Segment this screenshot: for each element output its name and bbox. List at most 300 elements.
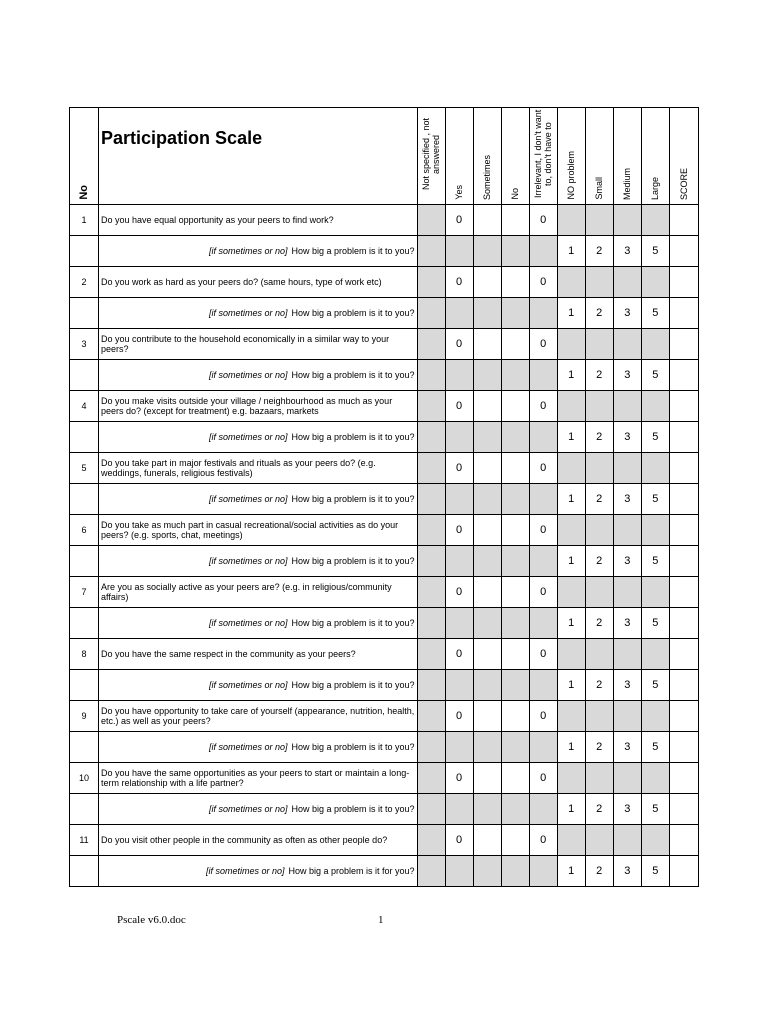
question-text: Do you take part in major festivals and rituals as your peers do? (e.g. weddings, funerals, religious festivals) bbox=[99, 453, 418, 484]
problem-value[interactable]: 1 bbox=[557, 360, 585, 391]
score-cell[interactable] bbox=[669, 732, 698, 763]
answer-cell-yes[interactable]: 0 bbox=[445, 267, 473, 298]
answer-cell-shaded[interactable] bbox=[529, 484, 557, 515]
score-cell[interactable] bbox=[669, 205, 698, 236]
question-row bbox=[70, 701, 699, 732]
problem-value[interactable]: 3 bbox=[613, 484, 641, 515]
followup-text bbox=[99, 546, 418, 577]
answer-cell-shaded[interactable] bbox=[445, 608, 473, 639]
problem-value[interactable]: 5 bbox=[641, 794, 669, 825]
followup-text bbox=[99, 608, 418, 639]
problem-cell-shaded[interactable] bbox=[585, 763, 613, 794]
followup-number-cell bbox=[70, 794, 99, 825]
score-cell[interactable] bbox=[669, 298, 698, 329]
problem-cell-shaded[interactable] bbox=[557, 701, 585, 732]
followup-question: How big a problem is it to you? bbox=[291, 804, 415, 814]
problem-cell-shaded[interactable] bbox=[613, 825, 641, 856]
answer-cell-yes[interactable]: 0 bbox=[445, 701, 473, 732]
answer-cell-shaded[interactable] bbox=[501, 856, 529, 887]
score-cell[interactable] bbox=[669, 546, 698, 577]
answer-cell-shaded[interactable] bbox=[501, 484, 529, 515]
answer-cell-irrelevant[interactable]: 0 bbox=[529, 825, 557, 856]
answer-cell-yes[interactable]: 0 bbox=[445, 763, 473, 794]
problem-cell-shaded[interactable] bbox=[585, 329, 613, 360]
answer-cell-shaded[interactable] bbox=[529, 608, 557, 639]
problem-cell-shaded[interactable] bbox=[613, 205, 641, 236]
problem-value[interactable]: 5 bbox=[641, 546, 669, 577]
answer-cell-not-specified[interactable] bbox=[417, 267, 445, 298]
answer-cell-no[interactable] bbox=[501, 391, 529, 422]
followup-question: How big a problem is it to you? bbox=[291, 246, 415, 256]
problem-value[interactable]: 2 bbox=[585, 670, 613, 701]
footer-filename: Pscale v6.0.doc bbox=[117, 914, 186, 926]
answer-cell-yes[interactable]: 0 bbox=[445, 453, 473, 484]
question-text: Are you as socially active as your peers are? (e.g. in religious/community affairs) bbox=[99, 577, 418, 608]
score-cell[interactable] bbox=[669, 391, 698, 422]
answer-cell-shaded[interactable] bbox=[501, 422, 529, 453]
problem-value[interactable]: 3 bbox=[613, 298, 641, 329]
header-sometimes: Sometimes bbox=[473, 108, 501, 205]
problem-value[interactable]: 2 bbox=[585, 422, 613, 453]
followup-question: How big a problem is it to you? bbox=[291, 556, 415, 566]
question-row bbox=[70, 825, 699, 856]
answer-cell-not-specified[interactable] bbox=[417, 701, 445, 732]
problem-cell-shaded[interactable] bbox=[641, 267, 669, 298]
answer-cell-shaded[interactable] bbox=[501, 236, 529, 267]
problem-value[interactable]: 3 bbox=[613, 608, 641, 639]
answer-cell-shaded[interactable] bbox=[529, 422, 557, 453]
score-cell[interactable] bbox=[669, 825, 698, 856]
score-cell[interactable] bbox=[669, 701, 698, 732]
problem-value[interactable]: 5 bbox=[641, 360, 669, 391]
answer-cell-shaded[interactable] bbox=[417, 608, 445, 639]
question-row bbox=[70, 453, 699, 484]
problem-cell-shaded[interactable] bbox=[585, 391, 613, 422]
answer-cell-shaded[interactable] bbox=[473, 794, 501, 825]
problem-value[interactable]: 2 bbox=[585, 360, 613, 391]
answer-cell-shaded[interactable] bbox=[445, 360, 473, 391]
answer-cell-shaded[interactable] bbox=[473, 236, 501, 267]
answer-cell-shaded[interactable] bbox=[473, 608, 501, 639]
followup-number-cell bbox=[70, 298, 99, 329]
problem-cell-shaded[interactable] bbox=[613, 267, 641, 298]
header-row bbox=[70, 108, 699, 205]
problem-value[interactable]: 2 bbox=[585, 608, 613, 639]
problem-value[interactable]: 3 bbox=[613, 794, 641, 825]
problem-value[interactable]: 1 bbox=[557, 298, 585, 329]
problem-value[interactable]: 3 bbox=[613, 670, 641, 701]
answer-cell-not-specified[interactable] bbox=[417, 205, 445, 236]
question-row bbox=[70, 515, 699, 546]
question-text: Do you make visits outside your village / neighbourhood as much as your peers do? (except for treatment) e.g. bazaars, markets bbox=[99, 391, 418, 422]
answer-cell-no[interactable] bbox=[501, 267, 529, 298]
followup-text bbox=[99, 236, 418, 267]
followup-condition: [if sometimes or no] bbox=[205, 866, 285, 876]
problem-cell-shaded[interactable] bbox=[557, 453, 585, 484]
answer-cell-irrelevant[interactable]: 0 bbox=[529, 453, 557, 484]
followup-condition: [if sometimes or no] bbox=[208, 308, 288, 318]
answer-cell-no[interactable] bbox=[501, 825, 529, 856]
followup-row bbox=[70, 422, 699, 453]
answer-cell-not-specified[interactable] bbox=[417, 391, 445, 422]
page-title: Participation Scale bbox=[101, 128, 263, 148]
problem-cell-shaded[interactable] bbox=[557, 391, 585, 422]
followup-text bbox=[99, 484, 418, 515]
answer-cell-no[interactable] bbox=[501, 701, 529, 732]
answer-cell-sometimes[interactable] bbox=[473, 205, 501, 236]
problem-value[interactable]: 5 bbox=[641, 856, 669, 887]
problem-value[interactable]: 2 bbox=[585, 236, 613, 267]
problem-value[interactable]: 2 bbox=[585, 546, 613, 577]
followup-text bbox=[99, 794, 418, 825]
followup-row bbox=[70, 360, 699, 391]
problem-cell-shaded[interactable] bbox=[613, 391, 641, 422]
problem-value[interactable]: 5 bbox=[641, 298, 669, 329]
answer-cell-shaded[interactable] bbox=[501, 732, 529, 763]
problem-value[interactable]: 1 bbox=[557, 732, 585, 763]
score-cell[interactable] bbox=[669, 856, 698, 887]
problem-value[interactable]: 3 bbox=[613, 236, 641, 267]
answer-cell-shaded[interactable] bbox=[445, 484, 473, 515]
followup-question: How big a problem is it for you? bbox=[288, 866, 415, 876]
answer-cell-sometimes[interactable] bbox=[473, 825, 501, 856]
answer-cell-shaded[interactable] bbox=[445, 236, 473, 267]
answer-cell-shaded[interactable] bbox=[445, 422, 473, 453]
answer-cell-no[interactable] bbox=[501, 515, 529, 546]
score-cell[interactable] bbox=[669, 794, 698, 825]
answer-cell-shaded[interactable] bbox=[417, 794, 445, 825]
followup-condition: [if sometimes or no] bbox=[208, 618, 288, 628]
question-text: Do you have the same respect in the community as your peers? bbox=[99, 639, 418, 670]
followup-question: How big a problem is it to you? bbox=[291, 432, 415, 442]
answer-cell-shaded[interactable] bbox=[445, 298, 473, 329]
header-large: Large bbox=[641, 108, 669, 205]
header-title bbox=[99, 108, 418, 205]
problem-value[interactable]: 1 bbox=[557, 608, 585, 639]
score-cell[interactable] bbox=[669, 484, 698, 515]
answer-cell-not-specified[interactable] bbox=[417, 329, 445, 360]
problem-cell-shaded[interactable] bbox=[613, 329, 641, 360]
problem-cell-shaded[interactable] bbox=[613, 577, 641, 608]
followup-row bbox=[70, 794, 699, 825]
answer-cell-yes[interactable]: 0 bbox=[445, 205, 473, 236]
problem-cell-shaded[interactable] bbox=[585, 453, 613, 484]
followup-question: How big a problem is it to you? bbox=[291, 494, 415, 504]
problem-value[interactable]: 2 bbox=[585, 794, 613, 825]
answer-cell-irrelevant[interactable]: 0 bbox=[529, 205, 557, 236]
answer-cell-irrelevant[interactable]: 0 bbox=[529, 763, 557, 794]
problem-value[interactable]: 3 bbox=[613, 422, 641, 453]
answer-cell-shaded[interactable] bbox=[473, 856, 501, 887]
answer-cell-irrelevant[interactable]: 0 bbox=[529, 701, 557, 732]
score-cell[interactable] bbox=[669, 608, 698, 639]
followup-row bbox=[70, 484, 699, 515]
problem-cell-shaded[interactable] bbox=[585, 577, 613, 608]
answer-cell-shaded[interactable] bbox=[501, 794, 529, 825]
problem-cell-shaded[interactable] bbox=[641, 763, 669, 794]
score-cell[interactable] bbox=[669, 329, 698, 360]
question-row bbox=[70, 763, 699, 794]
answer-cell-yes[interactable]: 0 bbox=[445, 391, 473, 422]
answer-cell-sometimes[interactable] bbox=[473, 267, 501, 298]
followup-number-cell bbox=[70, 608, 99, 639]
answer-cell-shaded[interactable] bbox=[501, 670, 529, 701]
followup-condition: [if sometimes or no] bbox=[208, 556, 288, 566]
answer-cell-sometimes[interactable] bbox=[473, 701, 501, 732]
followup-condition: [if sometimes or no] bbox=[208, 246, 288, 256]
answer-cell-shaded[interactable] bbox=[473, 546, 501, 577]
problem-value[interactable]: 2 bbox=[585, 856, 613, 887]
problem-cell-shaded[interactable] bbox=[641, 701, 669, 732]
answer-cell-shaded[interactable] bbox=[529, 856, 557, 887]
problem-value[interactable]: 3 bbox=[613, 732, 641, 763]
header-no-answer: No bbox=[501, 108, 529, 205]
answer-cell-yes[interactable]: 0 bbox=[445, 515, 473, 546]
problem-value[interactable]: 1 bbox=[557, 856, 585, 887]
score-cell[interactable] bbox=[669, 422, 698, 453]
answer-cell-irrelevant[interactable]: 0 bbox=[529, 577, 557, 608]
score-cell[interactable] bbox=[669, 763, 698, 794]
problem-cell-shaded[interactable] bbox=[613, 763, 641, 794]
answer-cell-no[interactable] bbox=[501, 205, 529, 236]
answer-cell-shaded[interactable] bbox=[417, 856, 445, 887]
score-cell[interactable] bbox=[669, 670, 698, 701]
answer-cell-shaded[interactable] bbox=[417, 484, 445, 515]
answer-cell-irrelevant[interactable]: 0 bbox=[529, 391, 557, 422]
problem-cell-shaded[interactable] bbox=[585, 639, 613, 670]
problem-value[interactable]: 1 bbox=[557, 670, 585, 701]
answer-cell-shaded[interactable] bbox=[417, 732, 445, 763]
answer-cell-sometimes[interactable] bbox=[473, 639, 501, 670]
answer-cell-shaded[interactable] bbox=[501, 546, 529, 577]
followup-row bbox=[70, 670, 699, 701]
question-row bbox=[70, 267, 699, 298]
problem-cell-shaded[interactable] bbox=[585, 205, 613, 236]
followup-condition: [if sometimes or no] bbox=[208, 370, 288, 380]
followup-number-cell bbox=[70, 422, 99, 453]
problem-cell-shaded[interactable] bbox=[641, 391, 669, 422]
score-cell[interactable] bbox=[669, 360, 698, 391]
problem-value[interactable]: 5 bbox=[641, 236, 669, 267]
answer-cell-shaded[interactable] bbox=[473, 360, 501, 391]
footer-page-number: 1 bbox=[378, 914, 384, 926]
answer-cell-shaded[interactable] bbox=[445, 670, 473, 701]
followup-condition: [if sometimes or no] bbox=[208, 804, 288, 814]
problem-cell-shaded[interactable] bbox=[641, 205, 669, 236]
score-cell[interactable] bbox=[669, 577, 698, 608]
answer-cell-shaded[interactable] bbox=[529, 298, 557, 329]
answer-cell-sometimes[interactable] bbox=[473, 453, 501, 484]
answer-cell-yes[interactable]: 0 bbox=[445, 577, 473, 608]
answer-cell-shaded[interactable] bbox=[529, 732, 557, 763]
followup-text bbox=[99, 732, 418, 763]
question-text: Do you have opportunity to take care of yourself (appearance, nutrition, health, etc.) as well as your peers? bbox=[99, 701, 418, 732]
header-not-specified: Not specified , not answered bbox=[417, 108, 445, 205]
answer-cell-irrelevant[interactable]: 0 bbox=[529, 329, 557, 360]
answer-cell-shaded[interactable] bbox=[529, 236, 557, 267]
answer-cell-not-specified[interactable] bbox=[417, 453, 445, 484]
followup-condition: [if sometimes or no] bbox=[208, 494, 288, 504]
followup-condition: [if sometimes or no] bbox=[208, 432, 288, 442]
problem-cell-shaded[interactable] bbox=[641, 639, 669, 670]
answer-cell-sometimes[interactable] bbox=[473, 763, 501, 794]
problem-value[interactable]: 5 bbox=[641, 422, 669, 453]
answer-cell-shaded[interactable] bbox=[417, 670, 445, 701]
answer-cell-shaded[interactable] bbox=[473, 298, 501, 329]
answer-cell-shaded[interactable] bbox=[473, 670, 501, 701]
answer-cell-no[interactable] bbox=[501, 453, 529, 484]
question-number: 11 bbox=[70, 825, 99, 856]
problem-cell-shaded[interactable] bbox=[557, 329, 585, 360]
problem-cell-shaded[interactable] bbox=[613, 453, 641, 484]
answer-cell-irrelevant[interactable]: 0 bbox=[529, 639, 557, 670]
answer-cell-not-specified[interactable] bbox=[417, 515, 445, 546]
question-number: 10 bbox=[70, 763, 99, 794]
answer-cell-not-specified[interactable] bbox=[417, 825, 445, 856]
problem-cell-shaded[interactable] bbox=[557, 577, 585, 608]
answer-cell-shaded[interactable] bbox=[473, 422, 501, 453]
answer-cell-irrelevant[interactable]: 0 bbox=[529, 267, 557, 298]
answer-cell-shaded[interactable] bbox=[473, 732, 501, 763]
answer-cell-shaded[interactable] bbox=[417, 360, 445, 391]
score-cell[interactable] bbox=[669, 236, 698, 267]
problem-cell-shaded[interactable] bbox=[641, 515, 669, 546]
answer-cell-sometimes[interactable] bbox=[473, 329, 501, 360]
problem-value[interactable]: 1 bbox=[557, 236, 585, 267]
answer-cell-shaded[interactable] bbox=[445, 856, 473, 887]
followup-row bbox=[70, 856, 699, 887]
problem-cell-shaded[interactable] bbox=[557, 515, 585, 546]
problem-value[interactable]: 1 bbox=[557, 794, 585, 825]
score-cell[interactable] bbox=[669, 267, 698, 298]
answer-cell-not-specified[interactable] bbox=[417, 763, 445, 794]
problem-cell-shaded[interactable] bbox=[557, 825, 585, 856]
question-number: 9 bbox=[70, 701, 99, 732]
answer-cell-sometimes[interactable] bbox=[473, 577, 501, 608]
followup-number-cell bbox=[70, 236, 99, 267]
answer-cell-yes[interactable]: 0 bbox=[445, 825, 473, 856]
question-number: 7 bbox=[70, 577, 99, 608]
followup-row bbox=[70, 732, 699, 763]
participation-scale-table bbox=[69, 107, 699, 887]
problem-cell-shaded[interactable] bbox=[557, 205, 585, 236]
answer-cell-shaded[interactable] bbox=[501, 360, 529, 391]
answer-cell-yes[interactable]: 0 bbox=[445, 639, 473, 670]
problem-cell-shaded[interactable] bbox=[557, 639, 585, 670]
followup-row bbox=[70, 608, 699, 639]
answer-cell-shaded[interactable] bbox=[529, 546, 557, 577]
problem-value[interactable]: 5 bbox=[641, 670, 669, 701]
answer-cell-no[interactable] bbox=[501, 577, 529, 608]
followup-question: How big a problem is it to you? bbox=[291, 680, 415, 690]
problem-value[interactable]: 5 bbox=[641, 484, 669, 515]
answer-cell-no[interactable] bbox=[501, 639, 529, 670]
question-row bbox=[70, 639, 699, 670]
answer-cell-no[interactable] bbox=[501, 329, 529, 360]
question-text: Do you contribute to the household economically in a similar way to your peers? bbox=[99, 329, 418, 360]
answer-cell-shaded[interactable] bbox=[529, 670, 557, 701]
header-small: Small bbox=[585, 108, 613, 205]
problem-value[interactable]: 2 bbox=[585, 298, 613, 329]
problem-value[interactable]: 5 bbox=[641, 732, 669, 763]
score-cell[interactable] bbox=[669, 453, 698, 484]
problem-value[interactable]: 3 bbox=[613, 546, 641, 577]
answer-cell-shaded[interactable] bbox=[529, 794, 557, 825]
header-score: SCORE bbox=[669, 108, 698, 205]
problem-cell-shaded[interactable] bbox=[557, 763, 585, 794]
question-text: Do you have the same opportunities as your peers to start or maintain a long-term relationship with a life partner? bbox=[99, 763, 418, 794]
problem-value[interactable]: 2 bbox=[585, 732, 613, 763]
question-number: 6 bbox=[70, 515, 99, 546]
answer-cell-irrelevant[interactable]: 0 bbox=[529, 515, 557, 546]
answer-cell-shaded[interactable] bbox=[417, 298, 445, 329]
problem-cell-shaded[interactable] bbox=[641, 329, 669, 360]
question-text: Do you take as much part in casual recreational/social activities as do your peers? (e.g. sports, chat, meetings) bbox=[99, 515, 418, 546]
followup-number-cell bbox=[70, 732, 99, 763]
answer-cell-shaded[interactable] bbox=[417, 236, 445, 267]
followup-row bbox=[70, 546, 699, 577]
answer-cell-shaded[interactable] bbox=[473, 484, 501, 515]
problem-cell-shaded[interactable] bbox=[557, 267, 585, 298]
answer-cell-shaded[interactable] bbox=[529, 360, 557, 391]
followup-row bbox=[70, 236, 699, 267]
problem-cell-shaded[interactable] bbox=[585, 825, 613, 856]
answer-cell-not-specified[interactable] bbox=[417, 639, 445, 670]
answer-cell-not-specified[interactable] bbox=[417, 577, 445, 608]
problem-cell-shaded[interactable] bbox=[641, 577, 669, 608]
question-text: Do you visit other people in the community as often as other people do? bbox=[99, 825, 418, 856]
answer-cell-shaded[interactable] bbox=[501, 298, 529, 329]
answer-cell-sometimes[interactable] bbox=[473, 515, 501, 546]
problem-cell-shaded[interactable] bbox=[613, 639, 641, 670]
answer-cell-shaded[interactable] bbox=[417, 422, 445, 453]
answer-cell-shaded[interactable] bbox=[445, 732, 473, 763]
header-yes: Yes bbox=[445, 108, 473, 205]
problem-cell-shaded[interactable] bbox=[641, 825, 669, 856]
followup-text bbox=[99, 298, 418, 329]
problem-cell-shaded[interactable] bbox=[585, 701, 613, 732]
problem-value[interactable]: 3 bbox=[613, 360, 641, 391]
followup-row bbox=[70, 298, 699, 329]
score-cell[interactable] bbox=[669, 515, 698, 546]
answer-cell-shaded[interactable] bbox=[445, 794, 473, 825]
answer-cell-no[interactable] bbox=[501, 763, 529, 794]
followup-text bbox=[99, 360, 418, 391]
problem-cell-shaded[interactable] bbox=[585, 267, 613, 298]
answer-cell-shaded[interactable] bbox=[417, 546, 445, 577]
answer-cell-sometimes[interactable] bbox=[473, 391, 501, 422]
problem-value[interactable]: 2 bbox=[585, 484, 613, 515]
followup-question: How big a problem is it to you? bbox=[291, 618, 415, 628]
score-cell[interactable] bbox=[669, 639, 698, 670]
problem-cell-shaded[interactable] bbox=[613, 701, 641, 732]
problem-value[interactable]: 1 bbox=[557, 484, 585, 515]
problem-value[interactable]: 3 bbox=[613, 856, 641, 887]
followup-text bbox=[99, 856, 418, 887]
problem-value[interactable]: 1 bbox=[557, 422, 585, 453]
problem-value[interactable]: 5 bbox=[641, 608, 669, 639]
problem-cell-shaded[interactable] bbox=[641, 453, 669, 484]
question-number: 4 bbox=[70, 391, 99, 422]
problem-cell-shaded[interactable] bbox=[613, 515, 641, 546]
problem-value[interactable]: 1 bbox=[557, 546, 585, 577]
answer-cell-yes[interactable]: 0 bbox=[445, 329, 473, 360]
answer-cell-shaded[interactable] bbox=[501, 608, 529, 639]
problem-cell-shaded[interactable] bbox=[585, 515, 613, 546]
followup-condition: [if sometimes or no] bbox=[208, 742, 288, 752]
followup-condition: [if sometimes or no] bbox=[208, 680, 288, 690]
answer-cell-shaded[interactable] bbox=[445, 546, 473, 577]
